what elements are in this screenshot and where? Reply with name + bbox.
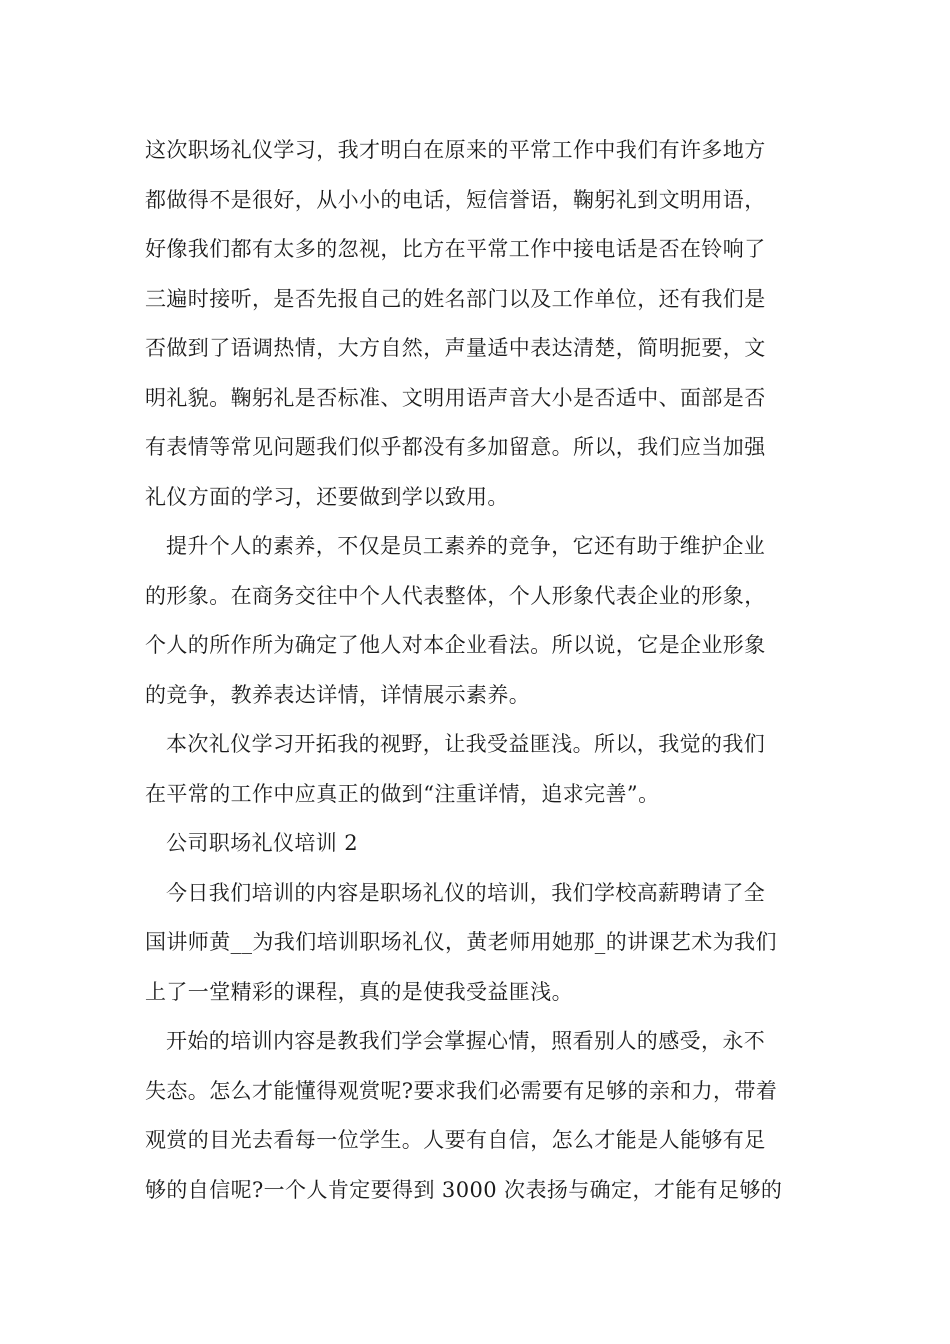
- text-line: 失态。怎么才能懂得观赏呢?要求我们必需要有足够的亲和力，带着: [145, 1078, 778, 1103]
- text-line: 国讲师黄__为我们培训职场礼仪，黄老师用她那_的讲课艺术为我们: [145, 930, 777, 954]
- text-line: 在平常的工作中应真正的做到“注重详情，追求完善”。: [145, 781, 660, 806]
- text-line: 个人的所作所为确定了他人对本企业看法。所以说，它是企业形象: [145, 633, 766, 657]
- text-line: 上了一堂精彩的课程，真的是使我受益匪浅。: [145, 979, 573, 1004]
- text-line: 都做得不是很好，从小小的电话，短信誉语，鞠躬礼到文明用语，: [145, 187, 766, 212]
- paragraph-start-line: 本次礼仪学习开拓我的视野，让我受益匪浅。所以，我觉的我们: [166, 732, 766, 756]
- document-body: [145, 126, 810, 1215]
- text-line: 好像我们都有太多的忽视，比方在平常工作中接电话是否在铃响了: [145, 237, 766, 261]
- text-line: 礼仪方面的学习，还要做到学以致用。: [145, 484, 509, 509]
- paragraph-start-line: 开始的培训内容是教我们学会掌握心情，照看别人的感受，永不: [166, 1029, 766, 1053]
- text-line: 明礼貌。鞠躬礼是否标准、文明用语声音大小是否适中、面部是否: [145, 385, 766, 410]
- text-line: 有表情等常见问题我们似乎都没有多加留意。所以，我们应当加强: [145, 435, 766, 459]
- text-line: 观赏的目光去看每一位学生。人要有自信，怎么才能是人能够有足: [145, 1128, 766, 1152]
- text-line: 这次职场礼仪学习，我才明白在原来的平常工作中我们有许多地方: [145, 138, 766, 162]
- text-line: 否做到了语调热情，大方自然，声量适中表达清楚，简明扼要，文: [145, 336, 766, 360]
- section-heading: 公司职场礼仪培训 2: [166, 831, 359, 855]
- text-line: 够的自信呢?一个人肯定要得到 3000 次表扬与确定，才能有足够的: [145, 1177, 783, 1202]
- paragraph-start-line: 今日我们培训的内容是职场礼仪的培训，我们学校高薪聘请了全: [166, 880, 766, 905]
- text-line: 三遍时接听，是否先报自己的姓名部门以及工作单位，还有我们是: [145, 286, 766, 311]
- paragraph-start-line: 提升个人的素养，不仅是员工素养的竞争，它还有助于维护企业: [166, 534, 766, 558]
- text-line: 的竞争，教养表达详情，详情展示素养。: [145, 682, 531, 707]
- text-line: 的形象。在商务交往中个人代表整体，个人形象代表企业的形象，: [145, 583, 766, 608]
